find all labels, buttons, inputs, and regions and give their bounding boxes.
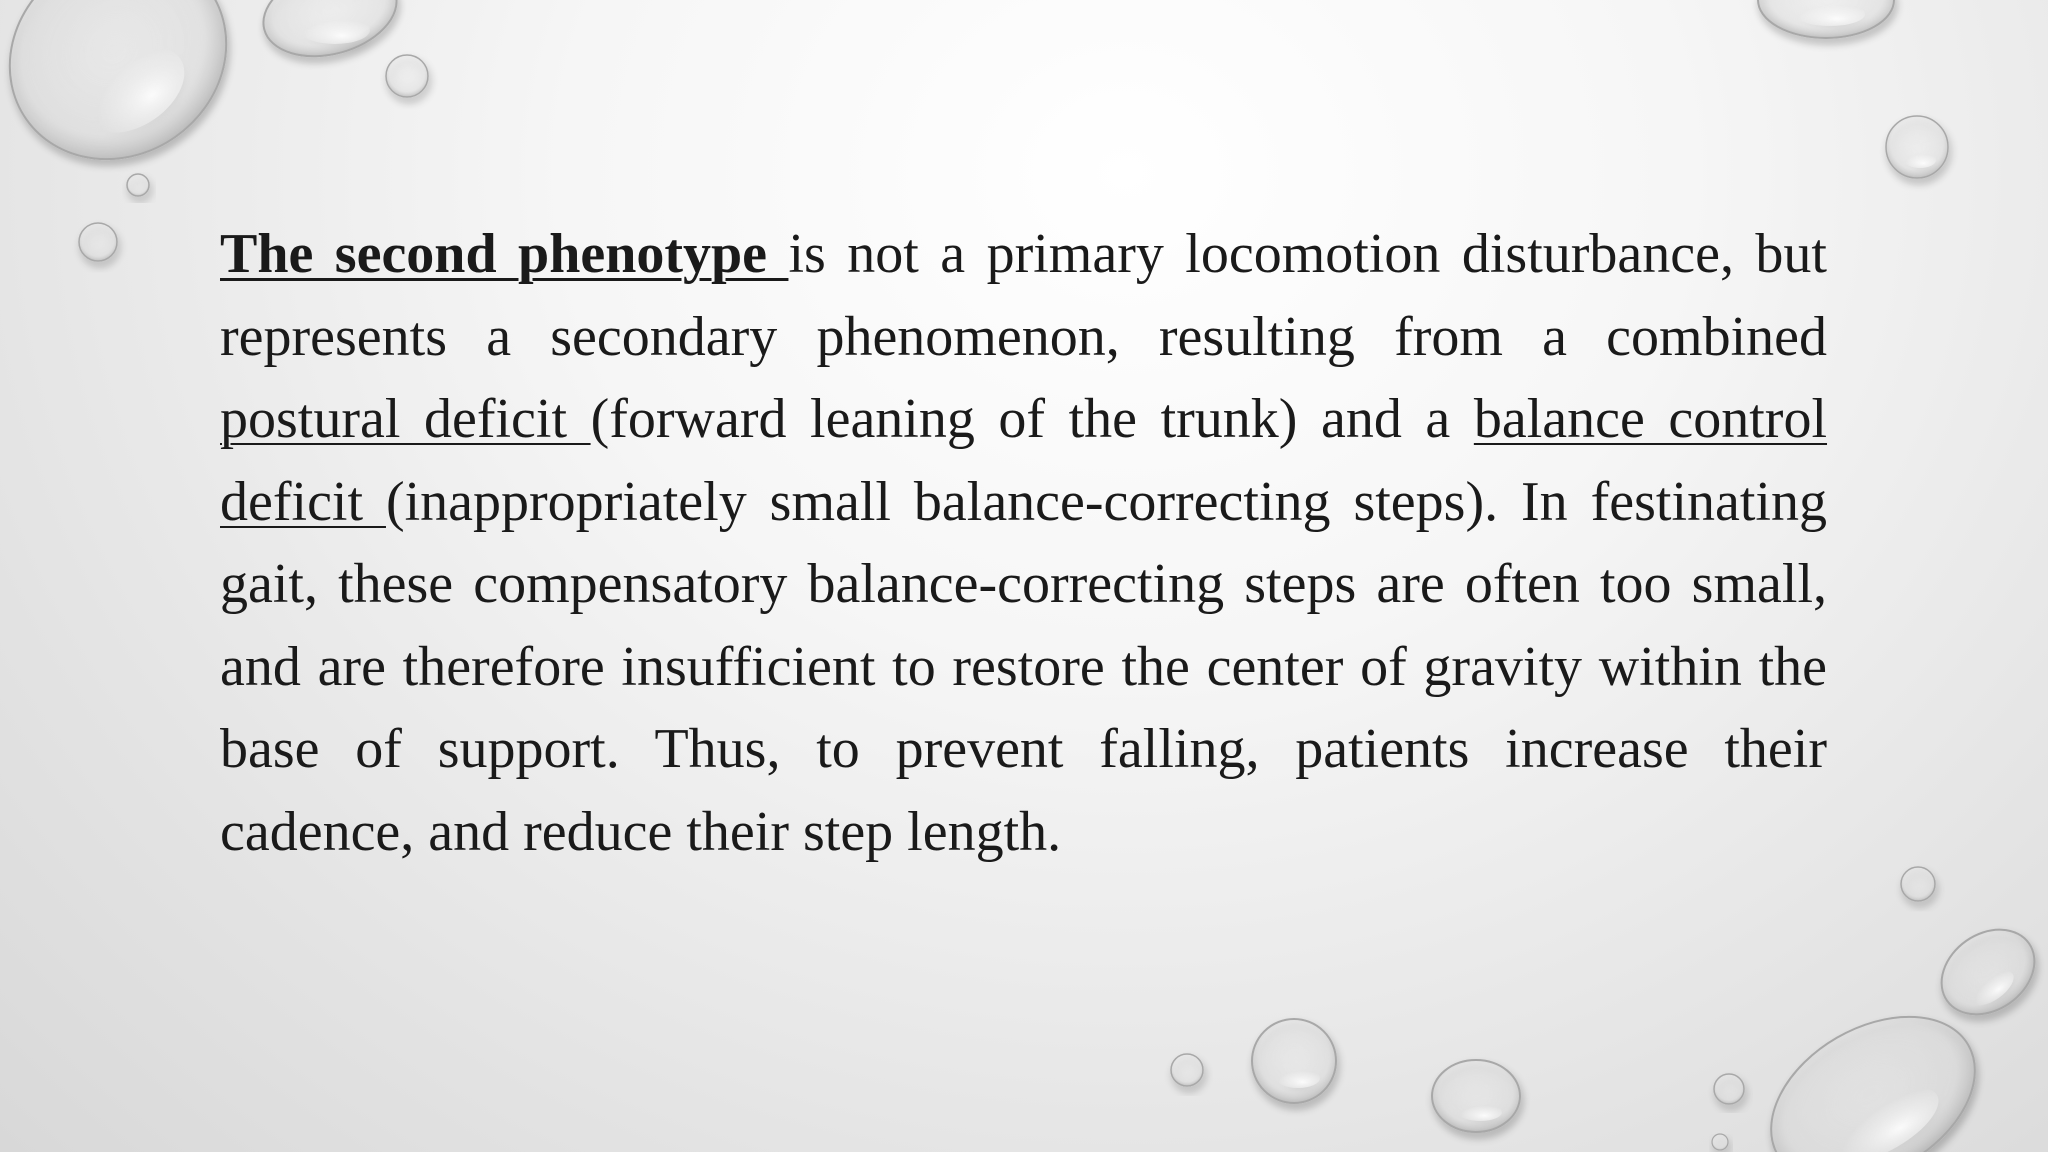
droplet-bottom-right-tiny — [1712, 1134, 1728, 1150]
droplet-top-left-small — [386, 55, 428, 97]
droplet-top-right-medium — [1758, 0, 1894, 38]
postural-deficit-term: postural deficit — [220, 388, 591, 450]
text-segment: (forward leaning of the trunk) and a — [590, 388, 1474, 450]
droplet-bottom-center-small — [1171, 1054, 1203, 1086]
paragraph — [220, 213, 1827, 873]
droplet-left-tiny — [127, 174, 149, 196]
droplet-left-small — [79, 223, 117, 261]
slide-body-text — [220, 213, 1827, 873]
droplet-top-left-medium — [253, 0, 406, 70]
droplet-right-oval — [1925, 912, 2048, 1032]
text-segment: is not a primary locomotion disturbance, but represents a secondary phenomenon, resulting from a combined — [220, 223, 1827, 368]
balance-control-deficit-term: balance control deficit — [220, 388, 1828, 533]
text-segment: (inappropriately small balance-correcting steps). In festinating gait, these compensatory balance-correcting steps are often too small, and are therefore insufficient to restore the center of gravity within the base of support. Thus, to prevent falling, patients increase their cadence, and reduce their step length. — [220, 470, 1827, 863]
phenotype-heading: The second phenotype — [220, 223, 789, 285]
droplet-bottom-right-small — [1714, 1074, 1744, 1104]
droplet-top-left-large — [0, 0, 267, 201]
droplet-right-small — [1886, 116, 1948, 178]
droplet-bottom-center-medium — [1252, 1019, 1336, 1103]
droplet-right-tiny — [1901, 867, 1935, 901]
droplet-bottom-center-oval — [1432, 1060, 1520, 1132]
